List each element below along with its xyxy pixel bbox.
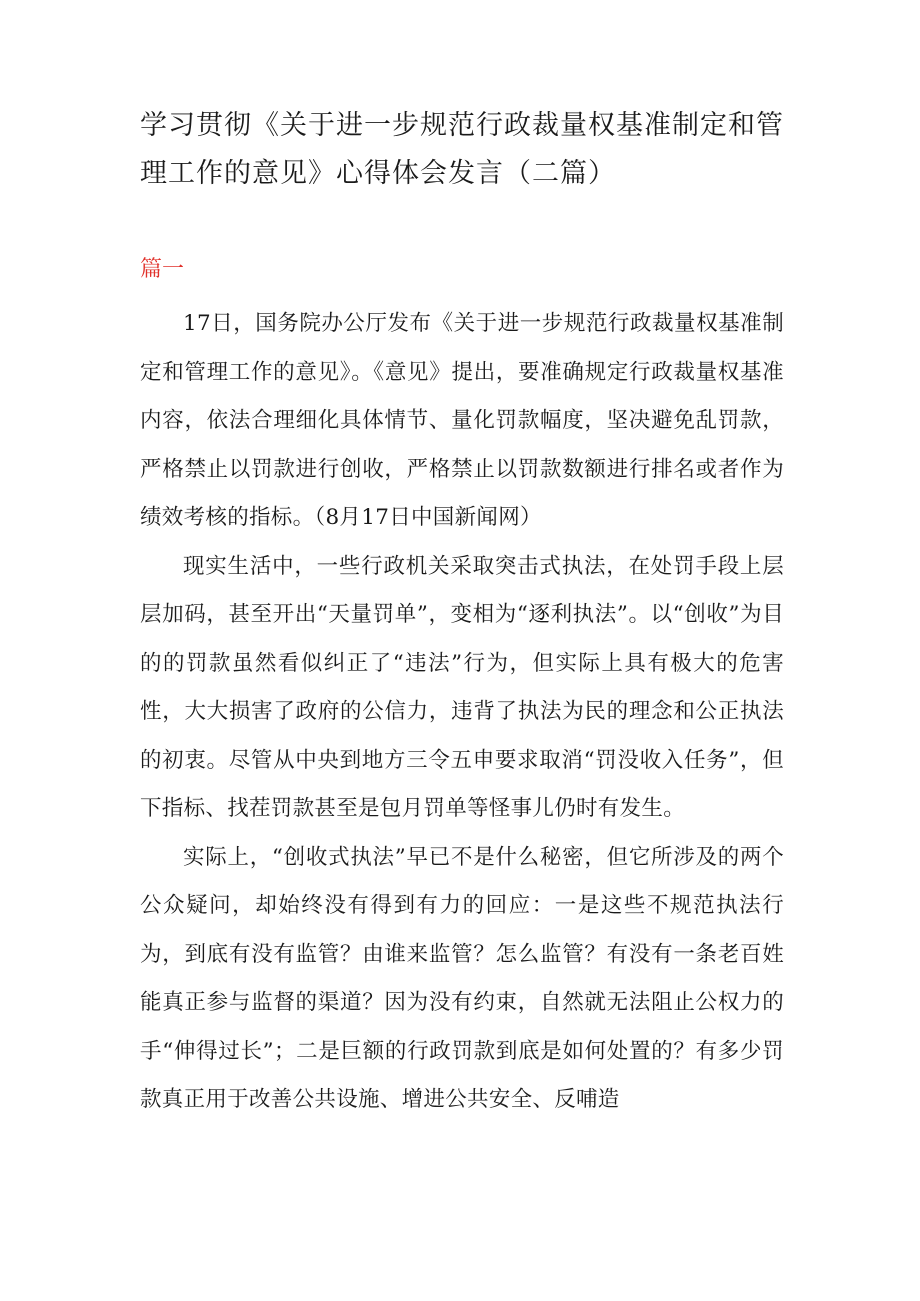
paragraph-2: 现实生活中，一些行政机关采取突击式执法，在处罚手段上层层加码，甚至开出“天量罚单”，变相为“逐利执法”。以“创收”为目的的罚款虽然看似纠正了“违法”行为，但实际上具有极大的危害性，大大损害了政府的公信力，违背了执法为民的理念和公正执法的初衷。尽管从中央到地方三令五申要求取消“罚没收入任务”，但下指标、找茬罚款甚至是包月罚单等怪事儿仍时有发生。 [140, 553, 784, 821]
section-heading: 篇一 [140, 257, 185, 282]
body-text [140, 300, 784, 1125]
paragraph-3: 实际上，“创收式执法”早已不是什么秘密，但它所涉及的两个公众疑问，却始终没有得到有力的回应：一是这些不规范执法行为，到底有没有监管？由谁来监管？怎么监管？有没有一条老百姓能真正参与监督的渠道？因为没有约束，自然就无法阻止公权力的手“伸得过长”；二是巨额的行政罚款到底是如何处置的？有多少罚款真正用于改善公共设施、增进公共安全、反哺造 [140, 844, 784, 1112]
document-title: 学习贯彻《关于进一步规范行政裁量权基准制定和管理工作的意见》心得体会发言（二篇） [140, 110, 784, 189]
paragraph-1: 17日，国务院办公厅发布《关于进一步规范行政裁量权基准制定和管理工作的意见》。《意见》提出，要准确规定行政裁量权基准内容，依法合理细化具体情节、量化罚款幅度，坚决避免乱罚款，严格禁止以罚款进行创收，严格禁止以罚款数额进行排名或者作为绩效考核的指标。（8月17日中国新闻网） [140, 311, 784, 530]
